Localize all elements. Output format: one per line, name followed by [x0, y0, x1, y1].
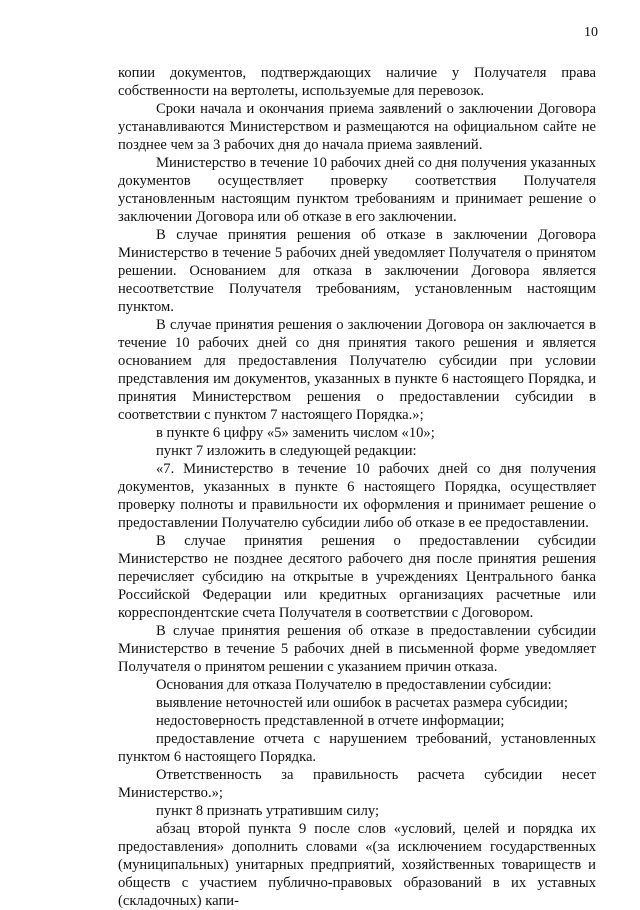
document-body [118, 64, 596, 910]
paragraph-amend-point-6: в пункте 6 цифру «5» заменить числом «10»; [156, 425, 435, 441]
paragraph-point-9-amend: абзац второй пункта 9 после слов «условий, целей и порядка их предоставления» дополнить словами «(за исключением государственных (муниципальных) унитарных предприятий, хозяйственных товариществ и обществ с участием публично-правовых образований в их уставных (складочных) капи- [118, 821, 596, 909]
paragraph-application-dates: Сроки начала и окончания приема заявлений о заключении Договора устанавливаются Министерством и размещаются на официальном сайте не позднее чем за 3 рабочих дня до начала приема заявлений. [118, 101, 596, 153]
paragraph-point-7-intro: пункт 7 изложить в следующей редакции: [156, 443, 417, 459]
paragraph-ground-unreliable: недостоверность представленной в отчете информации; [156, 713, 505, 729]
paragraph-ground-errors: выявление неточностей или ошибок в расчетах размера субсидии; [156, 695, 568, 711]
paragraph-subsidy-refusal: В случае принятия решения об отказе в предоставлении субсидии Министерство в течение 5 рабочих дней в письменной форме уведомляет Получателя о принятом решении с указанием причин отказа. [118, 623, 596, 675]
paragraph-ground-report-violation: предоставление отчета с нарушением требований, установленных пунктом 6 настоящего Порядка. [118, 731, 596, 765]
paragraph-point-7-text: «7. Министерство в течение 10 рабочих дней со дня получения документов, указанных в пункте 6 настоящего Порядка, осуществляет проверку полноты и правильности их оформления и принимает решение о предоставлении Получателю субсидии либо об отказе в ее предоставлении. [118, 461, 596, 531]
paragraph-subsidy-transfer: В случае принятия решения о предоставлении субсидии Министерство не позднее десятого рабочего дня после принятия решения перечисляет субсидию на открытые в учреждениях Центрального банка Российской Федерации или кредитных организациях расчетные или корреспондентские счета Получателя в соответствии с Договором. [118, 533, 596, 621]
paragraph-responsibility: Ответственность за правильность расчета субсидии несет Министерство.»; [118, 767, 596, 801]
page-number: 10 [584, 25, 598, 40]
paragraph-refusal-contract: В случае принятия решения об отказе в заключении Договора Министерство в течение 5 рабочих дней уведомляет Получателя о принятом решении. Основанием для отказа в заключении Договора является несоответствие Получателя требованиям, установленным настоящим пунктом. [118, 227, 596, 315]
paragraph-point-8-repeal: пункт 8 признать утратившим силу; [156, 803, 380, 819]
paragraph-contract-conclusion: В случае принятия решения о заключении Договора он заключается в течение 10 рабочих дней со дня принятия такого решения и является основанием для предоставления Получателю субсидии при условии представления им документов, указанных в пункте 6 настоящего Порядка, и принятия Министерством решения о предоставлении субсидии в соответствии с пунктом 7 настоящего Порядка.»; [118, 317, 596, 423]
paragraph-refusal-grounds-title: Основания для отказа Получателю в предоставлении субсидии: [156, 677, 552, 693]
paragraph-ministry-review: Министерство в течение 10 рабочих дней со дня получения указанных документов осуществляет проверку соответствия Получателя установленным настоящим пунктом требованиям и принимает решение о заключении Договора или об отказе в его заключении. [118, 155, 596, 225]
paragraph-continuation-ownership: копии документов, подтверждающих наличие у Получателя права собственности на вертолеты, используемые для перевозок. [118, 65, 596, 99]
